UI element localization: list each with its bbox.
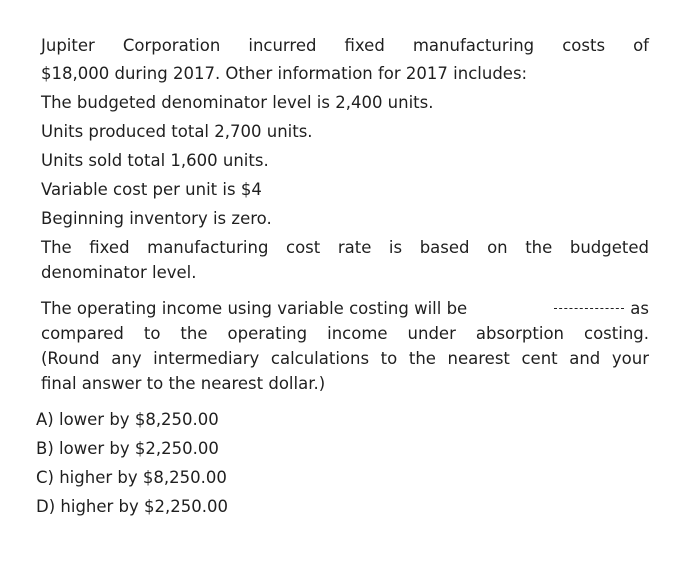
option-text: higher by $2,250.00 bbox=[60, 497, 229, 516]
fact-units-produced: Units produced total 2,700 units. bbox=[41, 122, 313, 141]
option-letter: A) bbox=[36, 410, 54, 429]
option-a[interactable] bbox=[36, 408, 219, 432]
fact-variable-cost: Variable cost per unit is $4 bbox=[41, 180, 262, 199]
intro-line-1: Jupiter Corporation incurred fixed manufacturing costs of bbox=[41, 36, 649, 55]
option-letter: D) bbox=[36, 497, 56, 516]
option-c[interactable] bbox=[36, 466, 227, 490]
prompt-line-3: (Round any intermediary calculations to the nearest cent and your bbox=[41, 349, 649, 368]
option-b[interactable] bbox=[36, 437, 219, 461]
option-d[interactable] bbox=[36, 495, 228, 519]
prompt-text-after-blank: as bbox=[630, 299, 649, 318]
option-letter: C) bbox=[36, 468, 54, 487]
prompt-line-1 bbox=[41, 296, 649, 321]
option-letter: B) bbox=[36, 439, 54, 458]
fact-units-sold: Units sold total 1,600 units. bbox=[41, 151, 269, 170]
fact-denominator: The budgeted denominator level is 2,400 units. bbox=[41, 93, 434, 112]
fact-rate-line-1: The fixed manufacturing cost rate is based on the budgeted bbox=[41, 238, 649, 257]
option-text: lower by $8,250.00 bbox=[58, 410, 219, 429]
prompt-line-2: compared to the operating income under absorption costing. bbox=[41, 324, 649, 343]
option-text: higher by $8,250.00 bbox=[59, 468, 227, 487]
fact-beginning-inventory: Beginning inventory is zero. bbox=[41, 209, 272, 228]
option-text: lower by $2,250.00 bbox=[59, 439, 219, 458]
prompt-line-4: final answer to the nearest dollar.) bbox=[41, 374, 326, 393]
fact-rate-line-2: denominator level. bbox=[41, 263, 197, 282]
prompt-text-before-blank: The operating income using variable costing will be bbox=[41, 299, 468, 318]
answer-blank bbox=[554, 308, 624, 309]
intro-line-2: $18,000 during 2017. Other information for 2017 includes: bbox=[41, 64, 528, 83]
